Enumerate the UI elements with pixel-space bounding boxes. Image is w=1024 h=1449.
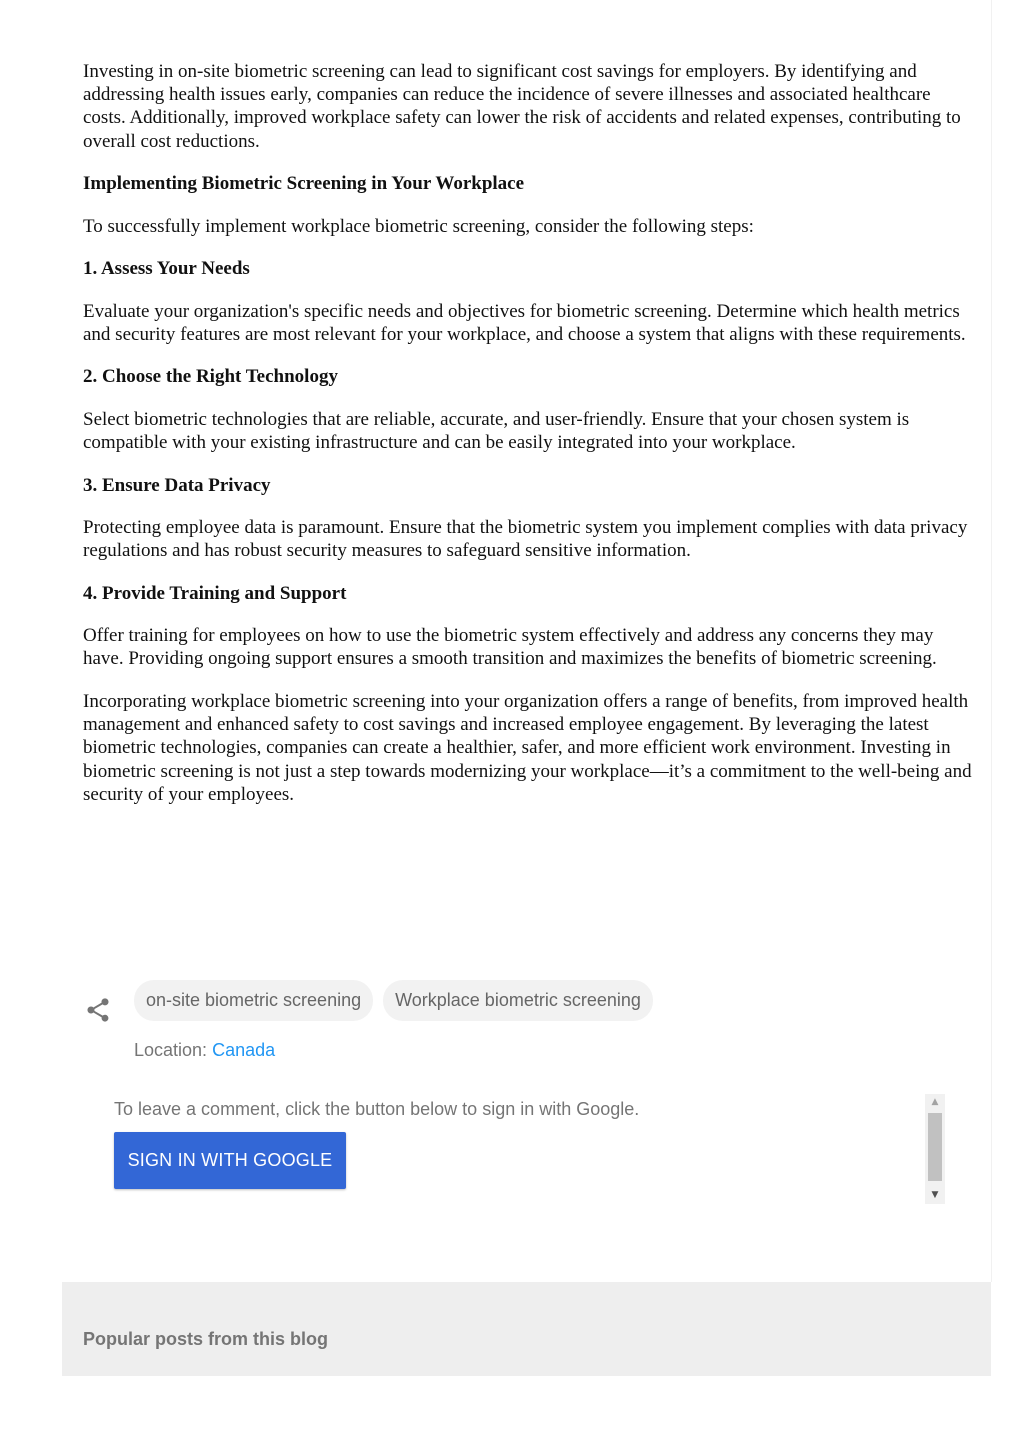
- paragraph-conclusion: Incorporating workplace biometric screening into your organization offers a range of benefits, from improved health management and enhanced safety to cost savings and increased employee engagement. By leveraging the latest biometric technologies, companies can create a healthier, safer, and more efficient work environment. Investing in biometric screening is not just a step towards modernizing your workplace—it’s a commitment to the well-being and security of your employees.: [83, 690, 972, 805]
- step-text: Protecting employee data is paramount. Ensure that the biometric system you implement complies with data privacy regulations and has robust security measures to safeguard sensitive information.: [83, 517, 968, 562]
- step-title: 3. Ensure Data Privacy: [83, 474, 271, 496]
- section-heading: Implementing Biometric Screening in Your Workplace: [83, 173, 525, 195]
- paragraph-cost-savings: Investing in on-site biometric screening can lead to significant cost savings for employers. By identifying and addressing health issues early, companies can reduce the incidence of severe illnesses and associated healthcare costs. Additionally, improved workplace safety can lower the risk of accidents and related expenses, contributing to overall cost reductions.: [83, 61, 961, 152]
- location-link[interactable]: Canada: [212, 1040, 276, 1060]
- label-chip[interactable]: on-site biometric screening: [134, 980, 373, 1021]
- comment-scrollbar[interactable]: [925, 1094, 945, 1204]
- post-location: [134, 1040, 275, 1061]
- scroll-thumb[interactable]: [928, 1113, 942, 1181]
- paragraph-intro: To successfully implement workplace biometric screening, consider the following steps:: [83, 215, 754, 237]
- step-text: Offer training for employees on how to use the biometric system effectively and address any concerns they may have. Providing ongoing support ensures a smooth transition and maximizes the benefits of biometric screening.: [83, 625, 937, 670]
- step-text: Evaluate your organization's specific needs and objectives for biometric screening. Determine which health metrics and security features are most relevant for your workplace, and choose a system that aligns with these requirements.: [83, 300, 966, 345]
- step-title: 2. Choose the Right Technology: [83, 366, 338, 388]
- post-labels: [134, 980, 653, 1021]
- scroll-up-arrow-icon[interactable]: ▲: [931, 1097, 939, 1107]
- post-body: [83, 60, 973, 825]
- comment-sign-in-message: To leave a comment, click the button below to sign in with Google.: [114, 1099, 640, 1119]
- popular-posts-title: Popular posts from this blog: [83, 1329, 329, 1349]
- popular-posts-section: [62, 1282, 991, 1376]
- share-icon[interactable]: [84, 996, 112, 1024]
- location-label: Location:: [134, 1040, 208, 1060]
- scroll-down-arrow-icon[interactable]: ▼: [931, 1190, 939, 1200]
- comment-frame: [100, 1094, 946, 1204]
- step-text: Select biometric technologies that are reliable, accurate, and user-friendly. Ensure that your chosen system is compatible with your existing infrastructure and can be easily integrated into your workplace.: [83, 408, 910, 454]
- label-chip[interactable]: Workplace biometric screening: [383, 980, 653, 1021]
- sign-in-with-google-button[interactable]: SIGN IN WITH GOOGLE: [114, 1132, 346, 1189]
- step-title: 4. Provide Training and Support: [83, 582, 347, 604]
- step-title: 1. Assess Your Needs: [83, 258, 250, 280]
